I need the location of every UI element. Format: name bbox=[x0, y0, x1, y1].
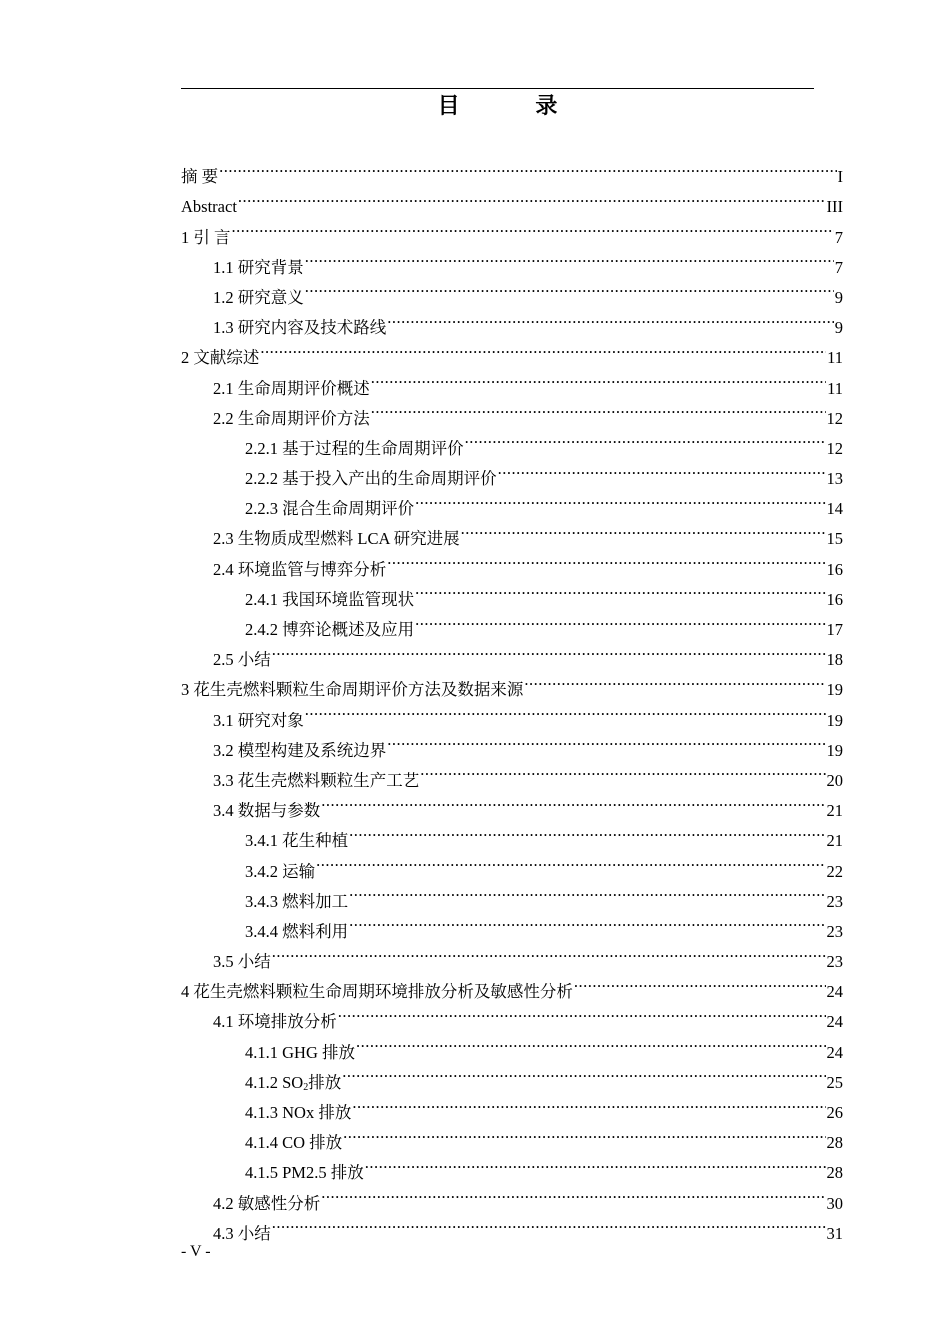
toc-entry-label-text: 2.2.1 基于过程的生命周期评价 bbox=[245, 438, 464, 458]
toc-entry-label-text: 3.4.2 运输 bbox=[245, 861, 316, 881]
toc-entry-label bbox=[245, 857, 315, 887]
toc-entry[interactable] bbox=[181, 967, 843, 1002]
toc-entry-label-suffix: 排放 bbox=[308, 1072, 342, 1092]
toc-entry-page-number: 11 bbox=[827, 378, 843, 398]
header-rule bbox=[181, 88, 814, 89]
toc-entry-label-text: 4.1.3 NOx 排放 bbox=[245, 1103, 352, 1122]
dot-leader bbox=[338, 997, 826, 1027]
dot-leader bbox=[498, 454, 826, 484]
dot-leader bbox=[305, 695, 826, 725]
dot-leader bbox=[321, 786, 825, 816]
toc-entry-page-number: 19 bbox=[826, 680, 843, 700]
toc-entry-label-text: 3.4 数据与参数 bbox=[213, 801, 321, 821]
dot-leader bbox=[371, 363, 826, 393]
toc-entry-page-number: 23 bbox=[826, 952, 843, 972]
toc-entry-page-number: 7 bbox=[834, 257, 843, 277]
toc-entry-label-text: 2.2.2 基于投入产出的生命周期评价 bbox=[245, 469, 497, 489]
dot-leader bbox=[349, 816, 825, 846]
table-of-contents bbox=[181, 152, 843, 1243]
toc-entry-page-number: 31 bbox=[826, 1223, 843, 1243]
dot-leader bbox=[387, 544, 825, 574]
toc-entry-label-subscript: 2 bbox=[303, 1081, 309, 1093]
toc-entry-page-number: 9 bbox=[834, 318, 843, 338]
toc-entry-label-text: Abstract bbox=[181, 197, 237, 217]
toc-entry-page-number: 17 bbox=[826, 620, 843, 639]
dot-leader bbox=[465, 424, 826, 454]
dot-leader bbox=[305, 243, 834, 273]
toc-entry-page-number: 12 bbox=[826, 438, 843, 458]
toc-entry-page-number: I bbox=[837, 167, 843, 187]
toc-entry[interactable] bbox=[181, 665, 843, 700]
toc-entry-label-text: 4.1.5 PM2.5 排放 bbox=[245, 1163, 364, 1183]
dot-leader bbox=[356, 1027, 826, 1057]
dot-leader bbox=[461, 514, 826, 544]
toc-entry-label-text: 3.3 花生壳燃料颗粒生产工艺 bbox=[213, 770, 420, 790]
toc-entry-label-text: 1.1 研究背景 bbox=[213, 257, 304, 277]
toc-entry-page-number: 21 bbox=[826, 801, 843, 821]
toc-entry-label-text: 2 文献综述 bbox=[181, 348, 260, 368]
toc-entry-label bbox=[213, 374, 370, 404]
dot-leader bbox=[415, 605, 825, 635]
toc-entry-label bbox=[245, 1098, 351, 1128]
dot-leader bbox=[232, 212, 834, 242]
toc-entry-label bbox=[213, 645, 271, 675]
toc-entry-page-number: 21 bbox=[826, 831, 843, 851]
toc-entry-label-text: 1.2 研究意义 bbox=[213, 287, 304, 307]
toc-entry-label-text: 2.2.3 混合生命周期评价 bbox=[245, 499, 415, 519]
toc-entry-page-number: 22 bbox=[826, 861, 843, 881]
dot-leader bbox=[420, 756, 825, 786]
toc-entry-page-number: 23 bbox=[826, 891, 843, 911]
toc-entry-page-number: 11 bbox=[827, 348, 843, 368]
toc-entry[interactable] bbox=[181, 1209, 843, 1243]
toc-entry-page-number: 16 bbox=[826, 589, 843, 609]
toc-entry-page-number: 12 bbox=[826, 408, 843, 428]
toc-entry-label-text: 4.1 环境排放分析 bbox=[213, 1012, 337, 1032]
toc-entry-label bbox=[213, 555, 386, 585]
toc-entry-label-text: 4.2 敏感性分析 bbox=[213, 1193, 321, 1213]
toc-entry[interactable] bbox=[181, 152, 843, 187]
toc-entry-label bbox=[213, 283, 304, 313]
dot-leader bbox=[352, 1088, 825, 1118]
dot-leader bbox=[260, 333, 826, 363]
toc-entry-label bbox=[213, 1007, 337, 1037]
toc-entry-label-text: 1.3 研究内容及技术路线 bbox=[213, 318, 387, 338]
toc-entry-page-number: 19 bbox=[826, 740, 843, 760]
toc-entry-label bbox=[213, 706, 304, 736]
toc-entry-label-text: 4 花生壳燃料颗粒生命周期环境排放分析及敏感性分析 bbox=[181, 982, 573, 1002]
dot-leader bbox=[349, 877, 825, 907]
toc-entry-page-number: 23 bbox=[826, 921, 843, 941]
toc-entry-page-number: 28 bbox=[826, 1133, 843, 1153]
toc-entry-label-text: 3.4.4 燃料利用 bbox=[245, 921, 349, 941]
dot-leader bbox=[316, 846, 825, 876]
toc-entry-label-text: 4.3 小结 bbox=[213, 1223, 271, 1243]
dot-leader bbox=[387, 303, 834, 333]
toc-entry-label-text: 1 引 言 bbox=[181, 227, 231, 247]
toc-entry-label-text: 4.1.2 SO bbox=[245, 1072, 304, 1092]
dot-leader bbox=[365, 1148, 826, 1178]
toc-entry-label bbox=[245, 434, 464, 464]
toc-entry-label-text: 2.2 生命周期评价方法 bbox=[213, 408, 370, 428]
toc-entry[interactable] bbox=[181, 937, 843, 972]
toc-entry-page-number: 9 bbox=[834, 287, 843, 307]
toc-entry[interactable] bbox=[181, 212, 843, 247]
dot-leader bbox=[305, 273, 834, 303]
dot-leader bbox=[524, 665, 825, 695]
toc-entry-label-text: 3.4.3 燃料加工 bbox=[245, 891, 349, 911]
toc-entry-label-text: 3.1 研究对象 bbox=[213, 710, 304, 730]
toc-entry[interactable] bbox=[181, 243, 843, 277]
toc-entry-label-text: 3.2 模型构建及系统边界 bbox=[213, 740, 387, 760]
toc-entry-label bbox=[213, 796, 320, 826]
toc-entry-label bbox=[245, 494, 414, 524]
toc-entry[interactable] bbox=[181, 363, 843, 398]
toc-entry-label-text: 3 花生壳燃料颗粒生命周期评价方法及数据来源 bbox=[181, 680, 524, 700]
toc-entry-page-number: 13 bbox=[826, 469, 843, 489]
dot-leader bbox=[387, 726, 825, 756]
toc-entry-label bbox=[181, 192, 237, 222]
dot-leader bbox=[574, 967, 826, 997]
toc-entry-page-number: 19 bbox=[826, 710, 843, 730]
toc-entry-label bbox=[181, 343, 259, 373]
toc-entry-label bbox=[213, 947, 271, 977]
dot-leader bbox=[272, 1209, 826, 1239]
toc-entry-page-number: III bbox=[826, 197, 843, 217]
page-number-footer: - V - bbox=[181, 1243, 211, 1260]
page-title: 目 录 bbox=[437, 94, 592, 119]
toc-entry-label-text: 2.1 生命周期评价概述 bbox=[213, 378, 370, 398]
toc-entry-label-text: 3.5 小结 bbox=[213, 952, 271, 972]
dot-leader bbox=[415, 575, 825, 605]
toc-entry-label bbox=[245, 1128, 342, 1158]
toc-entry[interactable] bbox=[181, 182, 843, 217]
toc-entry-page-number: 20 bbox=[826, 770, 843, 790]
toc-entry-label-text: 4.1.1 GHG 排放 bbox=[245, 1042, 355, 1062]
toc-entry-page-number: 24 bbox=[826, 1042, 843, 1062]
dot-leader bbox=[371, 394, 826, 424]
toc-entry-label bbox=[245, 887, 348, 917]
dot-leader bbox=[321, 1178, 825, 1208]
toc-entry-label-text: 3.4.1 花生种植 bbox=[245, 831, 349, 851]
toc-entry-label-text: 4.1.4 CO 排放 bbox=[245, 1133, 343, 1153]
toc-entry-label-text: 2.5 小结 bbox=[213, 650, 271, 670]
dot-leader bbox=[349, 907, 825, 937]
toc-entry-label bbox=[213, 253, 304, 283]
toc-entry-label-text: 2.4.1 我国环境监管现状 bbox=[245, 589, 415, 609]
dot-leader bbox=[343, 1118, 825, 1148]
toc-entry[interactable] bbox=[181, 635, 843, 670]
toc-entry-label-text: 2.3 生物质成型燃料 LCA 研究进展 bbox=[213, 529, 460, 549]
toc-entry-label bbox=[245, 585, 414, 615]
toc-entry-page-number: 24 bbox=[826, 1012, 843, 1032]
toc-entry-page-number: 25 bbox=[826, 1072, 843, 1092]
dot-leader bbox=[272, 937, 826, 967]
toc-entry-label bbox=[245, 1068, 341, 1098]
toc-entry-page-number: 16 bbox=[826, 559, 843, 579]
dot-leader bbox=[272, 635, 826, 665]
toc-entry-label bbox=[213, 1219, 271, 1249]
toc-entry[interactable] bbox=[181, 333, 843, 368]
toc-entry-label bbox=[245, 1038, 355, 1068]
dot-leader bbox=[238, 182, 826, 212]
toc-entry-label bbox=[213, 404, 370, 434]
toc-entry-label-text: 摘 要 bbox=[181, 167, 219, 187]
toc-entry-label-text: 2.4 环境监管与博弈分析 bbox=[213, 559, 387, 579]
dot-leader bbox=[219, 152, 836, 182]
toc-entry-page-number: 15 bbox=[826, 529, 843, 549]
toc-entry-page-number: 30 bbox=[826, 1193, 843, 1213]
dot-leader bbox=[342, 1058, 825, 1088]
toc-entry-label bbox=[181, 162, 218, 192]
dot-leader bbox=[415, 484, 825, 514]
toc-entry-page-number: 14 bbox=[826, 499, 843, 519]
toc-entry-label-text: 2.4.2 博弈论概述及应用 bbox=[245, 620, 415, 639]
toc-entry-page-number: 18 bbox=[826, 650, 843, 670]
toc-entry-page-number: 26 bbox=[826, 1103, 843, 1122]
toc-entry-page-number: 24 bbox=[826, 982, 843, 1002]
toc-entry-label bbox=[213, 736, 386, 766]
toc-entry-page-number: 28 bbox=[826, 1163, 843, 1183]
toc-entry-page-number: 7 bbox=[834, 227, 843, 247]
toc-entry-label bbox=[181, 223, 231, 253]
